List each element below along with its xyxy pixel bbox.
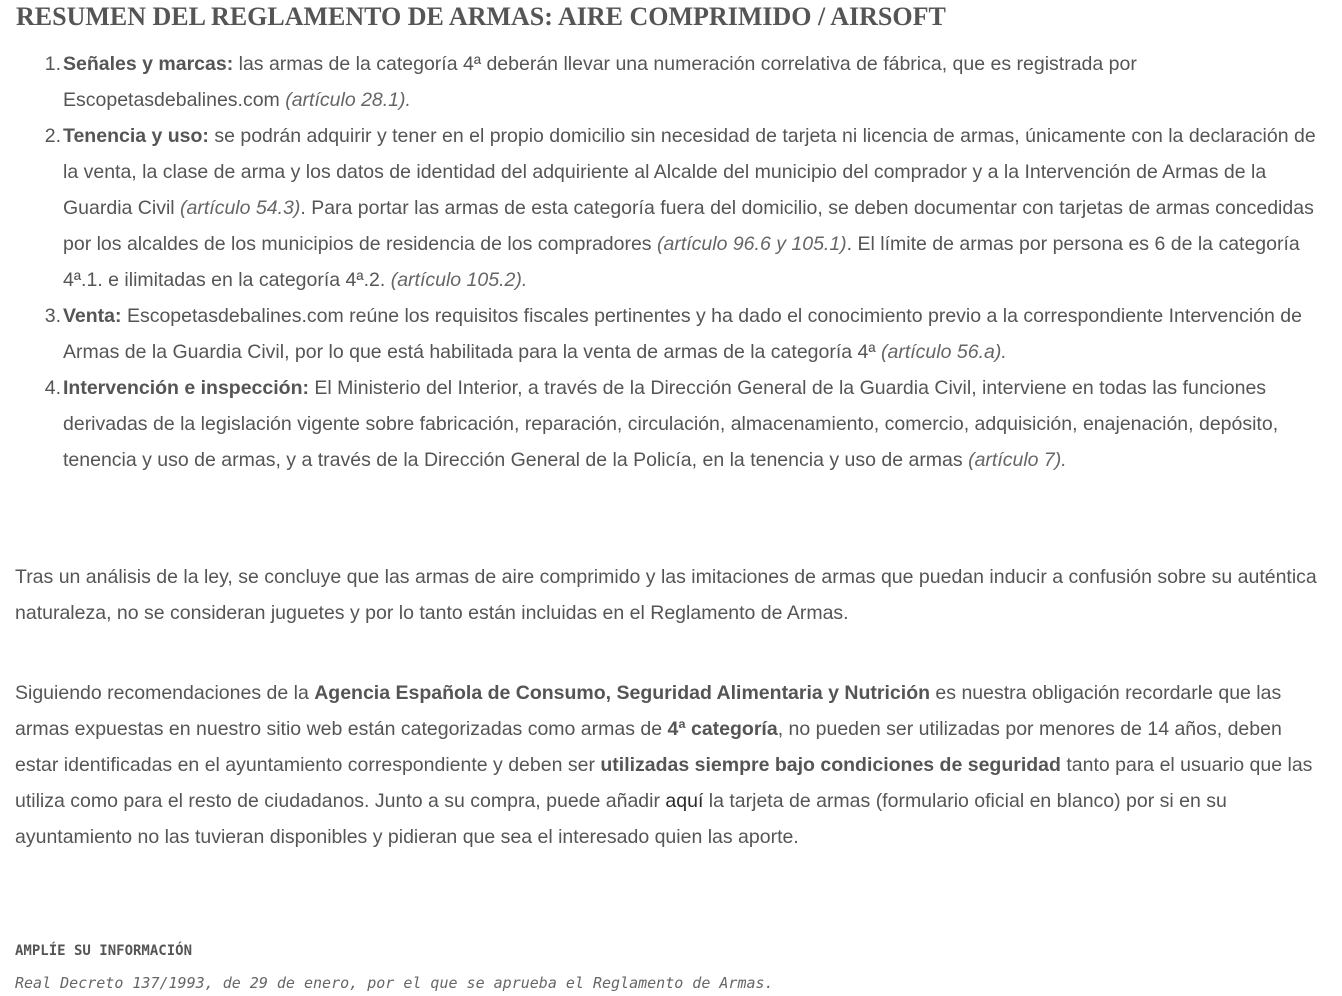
advice-text: es nuestra obligación recordarle que las armas expuestas en nuestro sitio web están categorizadas como armas de: [15, 682, 1282, 740]
rule-text: . Para portar las armas de esta categoría fuera del domicilio, se deben documentar con tarjetas de armas concedidas por los alcaldes de los municipios de residencia de los compradores: [63, 197, 1314, 255]
rule-term: Venta:: [63, 305, 122, 327]
rules-list: [44, 46, 1325, 478]
rule-text: las armas de la categoría 4ª deberán llevar una numeración correlativa de fábrica, que es registrada por Escopetasdebalines.com: [63, 53, 1137, 111]
page-title: RESUMEN DEL REGLAMENTO DE ARMAS: AIRE COMPRIMIDO / AIRSOFT: [16, 2, 946, 31]
rule-citation: (artículo 96.6 y 105.1): [656, 233, 847, 255]
rule-term: Tenencia y uso:: [63, 125, 209, 147]
rule-number: 2.: [44, 125, 61, 147]
advice-paragraph: [15, 675, 1327, 855]
rule-item-possession: [44, 118, 1325, 298]
advice-text: Siguiendo recomendaciones de la: [15, 682, 315, 704]
rule-text: El Ministerio del Interior, a través de la Dirección General de la Guardia Civil, interviene en todas las funciones derivadas de la legislación vigente sobre fabricación, reparación, circulación, almacenamiento, comercio, adquisición, enajenación, depósito, tenencia y uso de armas, y a través de la Dirección General de la Policía, en la tenencia y uso de armas: [63, 377, 1279, 471]
rule-number: 1.: [44, 53, 61, 75]
rule-citation: (artículo 7).: [968, 449, 1067, 471]
rule-text: Escopetasdebalines.com reúne los requisitos fiscales pertinentes y ha dado el conocimiento previo a la correspondiente Intervención de Armas de la Guardia Civil, por lo que está habilitada para la venta de armas de la categoría 4ª: [63, 305, 1302, 363]
category-label: 4ª categoría: [667, 718, 778, 740]
rule-item-inspection: [44, 370, 1325, 478]
rule-term: Intervención e inspección:: [63, 377, 309, 399]
more-info-source: Real Decreto 137/1993, de 29 de enero, por el que se aprueba el Reglamento de Armas.: [15, 974, 774, 992]
rule-term: Señales y marcas:: [63, 53, 234, 75]
more-info-heading: AMPLÍE SU INFORMACIÓN: [15, 943, 193, 959]
safety-notice: utilizadas siempre bajo condiciones de seguridad: [600, 754, 1061, 776]
rule-citation: (artículo 54.3): [180, 197, 301, 219]
advice-text: la tarjeta de armas (formulario oficial en blanco) por si en su ayuntamiento no las tuvieran disponibles y pidieran que sea el interesado quien las aporte.: [15, 790, 1227, 848]
agency-name: Agencia Española de Consumo, Seguridad Alimentaria y Nutrición: [314, 682, 931, 704]
rule-item-marks: [44, 46, 1325, 118]
rule-text: se podrán adquirir y tener en el propio domicilio sin necesidad de tarjeta ni licencia de armas, únicamente con la declaración de la venta, la clase de arma y los datos de identidad del adquiriente al Alcalde del municipio del comprador y a la Intervención de Armas de la Guardia Civil: [63, 125, 1316, 219]
rule-citation: (artículo 105.2).: [390, 269, 528, 291]
rule-text: . El límite de armas por persona es 6 de la categoría 4ª.1. e ilimitadas en la categoría 4ª.2.: [63, 233, 1300, 291]
rule-number: 3.: [44, 305, 61, 327]
advice-text: tanto para el usuario que las utiliza como para el resto de ciudadanos. Junto a su compra, puede añadir: [15, 754, 1313, 812]
rule-citation: (artículo 56.a).: [881, 341, 1007, 363]
weapons-card-link[interactable]: aquí: [665, 790, 704, 812]
rule-number: 4.: [44, 377, 61, 399]
rule-citation: (artículo 28.1).: [285, 89, 411, 111]
advice-text: , no pueden ser utilizadas por menores de 14 años, deben estar identificadas en el ayuntamiento correspondiente y deben ser: [15, 718, 1282, 776]
conclusion-paragraph: Tras un análisis de la ley, se concluye que las armas de aire comprimido y las imitaciones de armas que puedan inducir a confusión sobre su auténtica naturaleza, no se consideran juguetes y por lo tanto están incluidas en el Reglamento de Armas.: [15, 566, 1317, 624]
rule-item-sale: [44, 298, 1325, 370]
